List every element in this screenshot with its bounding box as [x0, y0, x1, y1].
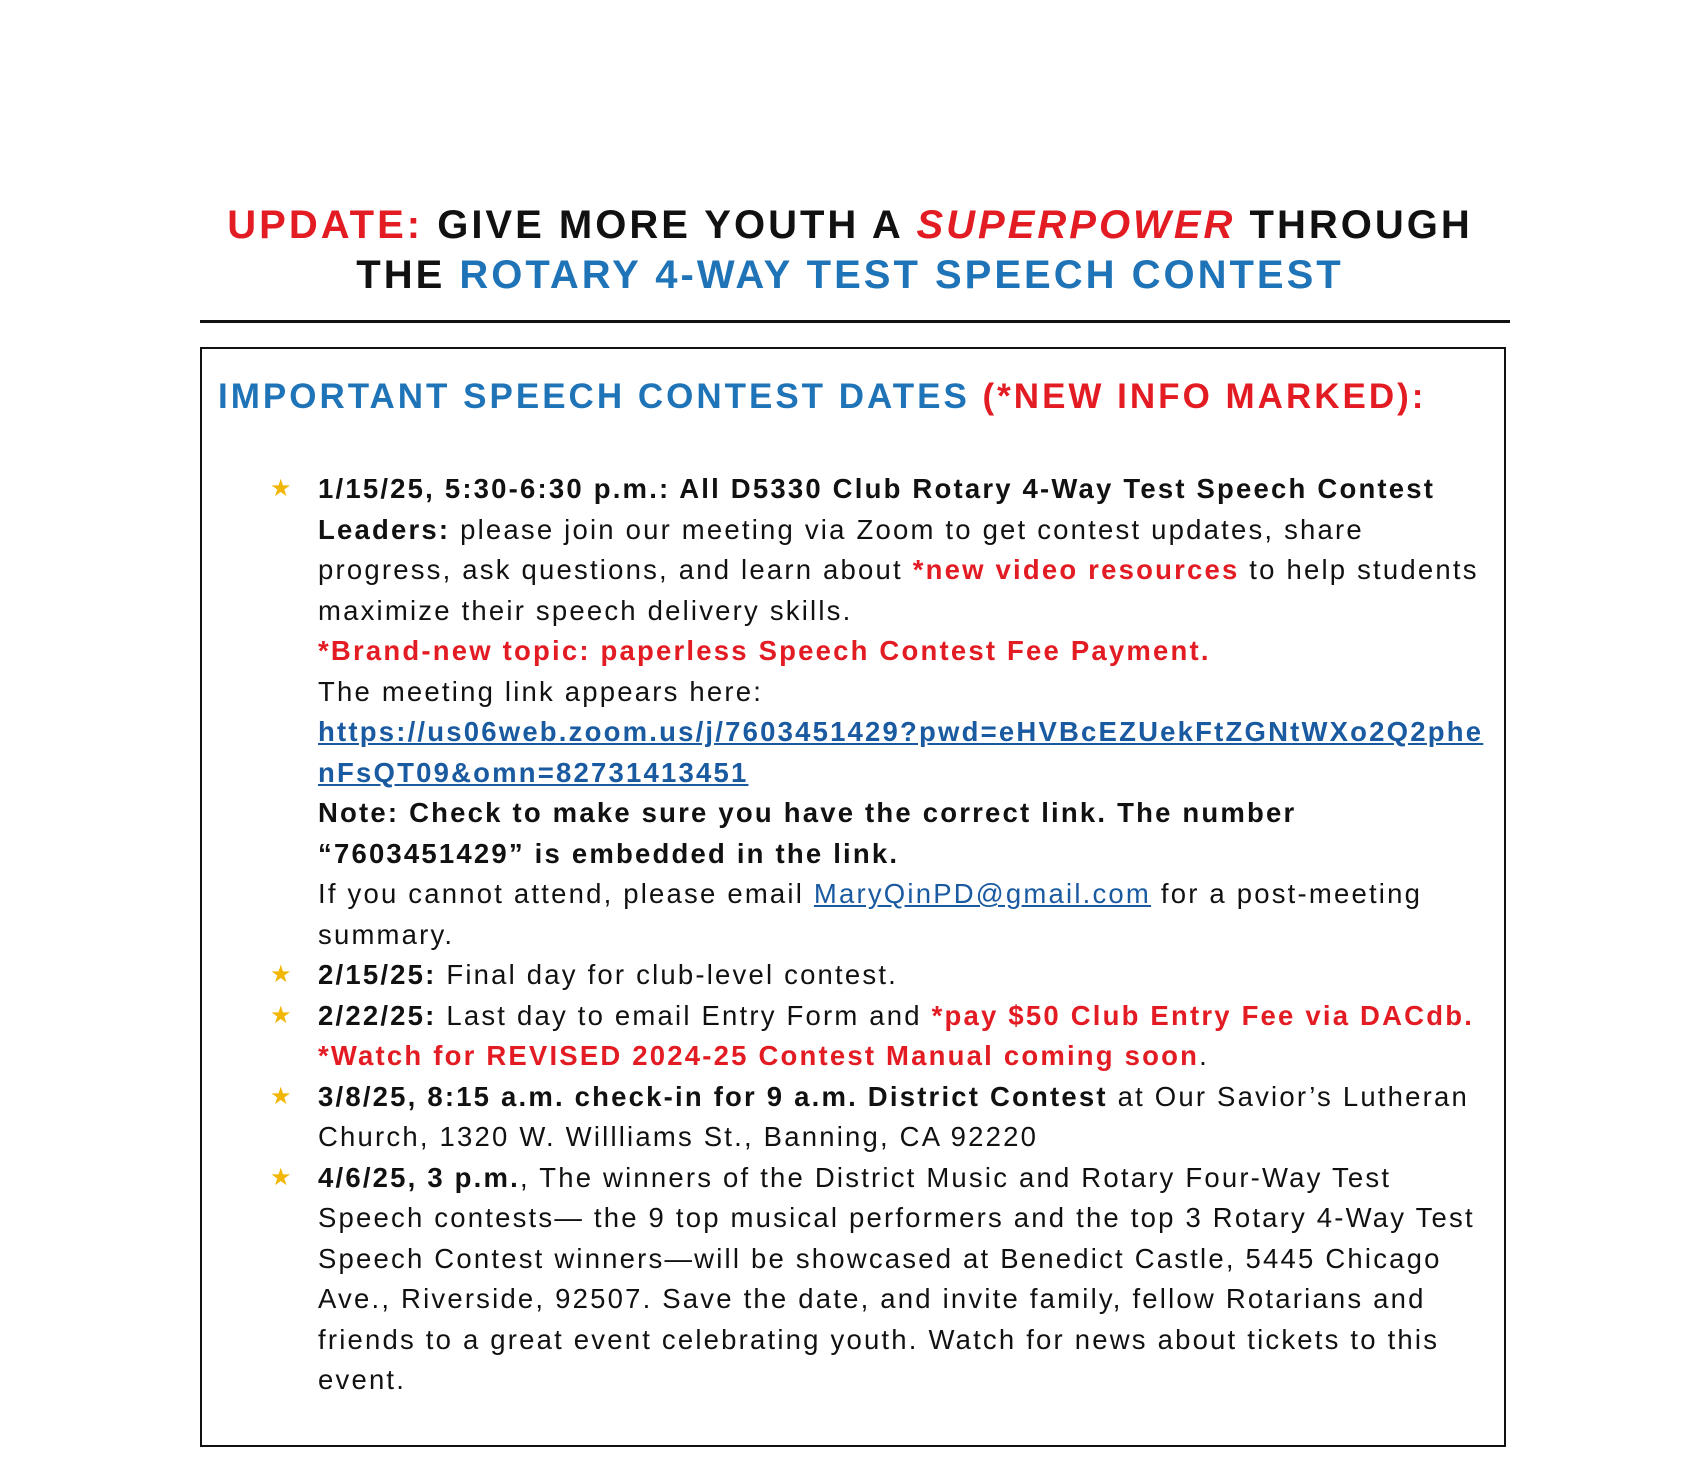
item-text: at Our Savior’s Lutheran Church, 1320 W. Willliams St., Banning, CA 92220 — [318, 1080, 1469, 1152]
email-intro: If you cannot attend, please email — [318, 878, 814, 909]
dates-box — [200, 347, 1506, 1447]
contest-name: ROTARY 4-WAY TEST SPEECH CONTEST — [459, 253, 1344, 297]
list-item — [202, 469, 1502, 955]
dates-list — [202, 469, 1502, 1401]
zoom-link[interactable]: https://us06web.zoom.us/j/7603451429?pwd=eHVBcEZUekFtZGNtWXo2Q2phenFsQT09&omn=82731413451 — [318, 716, 1484, 788]
email-post: for a post-meeting summary. — [318, 878, 1423, 950]
title-line-2 — [200, 250, 1500, 300]
list-item — [202, 996, 1502, 1077]
title-part-2: THROUGH — [1249, 203, 1473, 247]
item-lead: 2/22/25: — [318, 999, 437, 1031]
item-lead: 2/15/25: — [318, 959, 437, 990]
email-link[interactable]: MaryQinPD@gmail.com — [813, 878, 1152, 909]
list-item — [202, 955, 1502, 996]
item-text: please join our meeting via Zoom to get contest updates, share progress, ask questions, and learn about — [318, 513, 1364, 585]
item-text-2: to help students maximize their speech delivery skills. — [318, 554, 1479, 626]
item-new-info: *pay $50 Club Entry Fee via DACdb. *Watch for REVISED 2024-25 Contest Manual coming soon — [318, 999, 1475, 1071]
title-line-1 — [200, 200, 1500, 250]
list-item — [202, 1158, 1502, 1401]
superpower-word: SUPERPOWER — [916, 203, 1236, 247]
item-lead: 1/15/25, 5:30-6:30 p.m.: All D5330 Club Rotary 4-Way Test Speech Contest Leaders: — [318, 473, 1436, 545]
item-new-topic: *Brand-new topic: paperless Speech Contest Fee Payment. — [318, 635, 1211, 666]
page-title — [200, 200, 1500, 300]
star-icon: ★ — [270, 1163, 292, 1191]
item-text-2: . — [1199, 1040, 1209, 1071]
title-part-1: GIVE MORE YOUTH A — [437, 203, 903, 247]
item-lead: 4/6/25, 3 p.m. — [318, 1161, 521, 1193]
item-new-info: *new video resources — [912, 554, 1240, 585]
title-divider — [200, 320, 1510, 323]
item-text: Final day for club-level contest. — [436, 959, 899, 990]
box-heading-main: IMPORTANT SPEECH CONTEST DATES — [218, 377, 970, 416]
link-note: Note: Check to make sure you have the correct link. The number “7603451429” is embedded in the link. — [318, 797, 1297, 869]
item-lead: 3/8/25, 8:15 a.m. check-in for 9 a.m. District Contest — [318, 1080, 1108, 1112]
item-text: , The winners of the District Music and Rotary Four-Way Test Speech contests— the 9 top musical performers and the top 3 Rotary 4-Way Test Speech Contest winners—will be showcased at Benedict Castle, 5445 Chicago Ave., Riverside, 92507. Save the date, and invite family, fellow Rotarians and friends to a great event celebrating youth. Watch for news about tickets to this event. — [318, 1161, 1475, 1395]
update-label: UPDATE: — [227, 203, 424, 247]
star-icon: ★ — [270, 961, 292, 988]
title-the: THE — [356, 253, 446, 297]
box-heading-note: (*NEW INFO MARKED): — [982, 377, 1427, 416]
star-icon: ★ — [270, 475, 292, 502]
star-icon: ★ — [270, 1001, 292, 1029]
link-intro: The meeting link appears here: — [318, 675, 764, 707]
box-heading — [218, 377, 1426, 417]
list-item — [202, 1077, 1502, 1158]
item-text: Last day to email Entry Form and — [436, 999, 932, 1031]
star-icon: ★ — [270, 1082, 292, 1110]
